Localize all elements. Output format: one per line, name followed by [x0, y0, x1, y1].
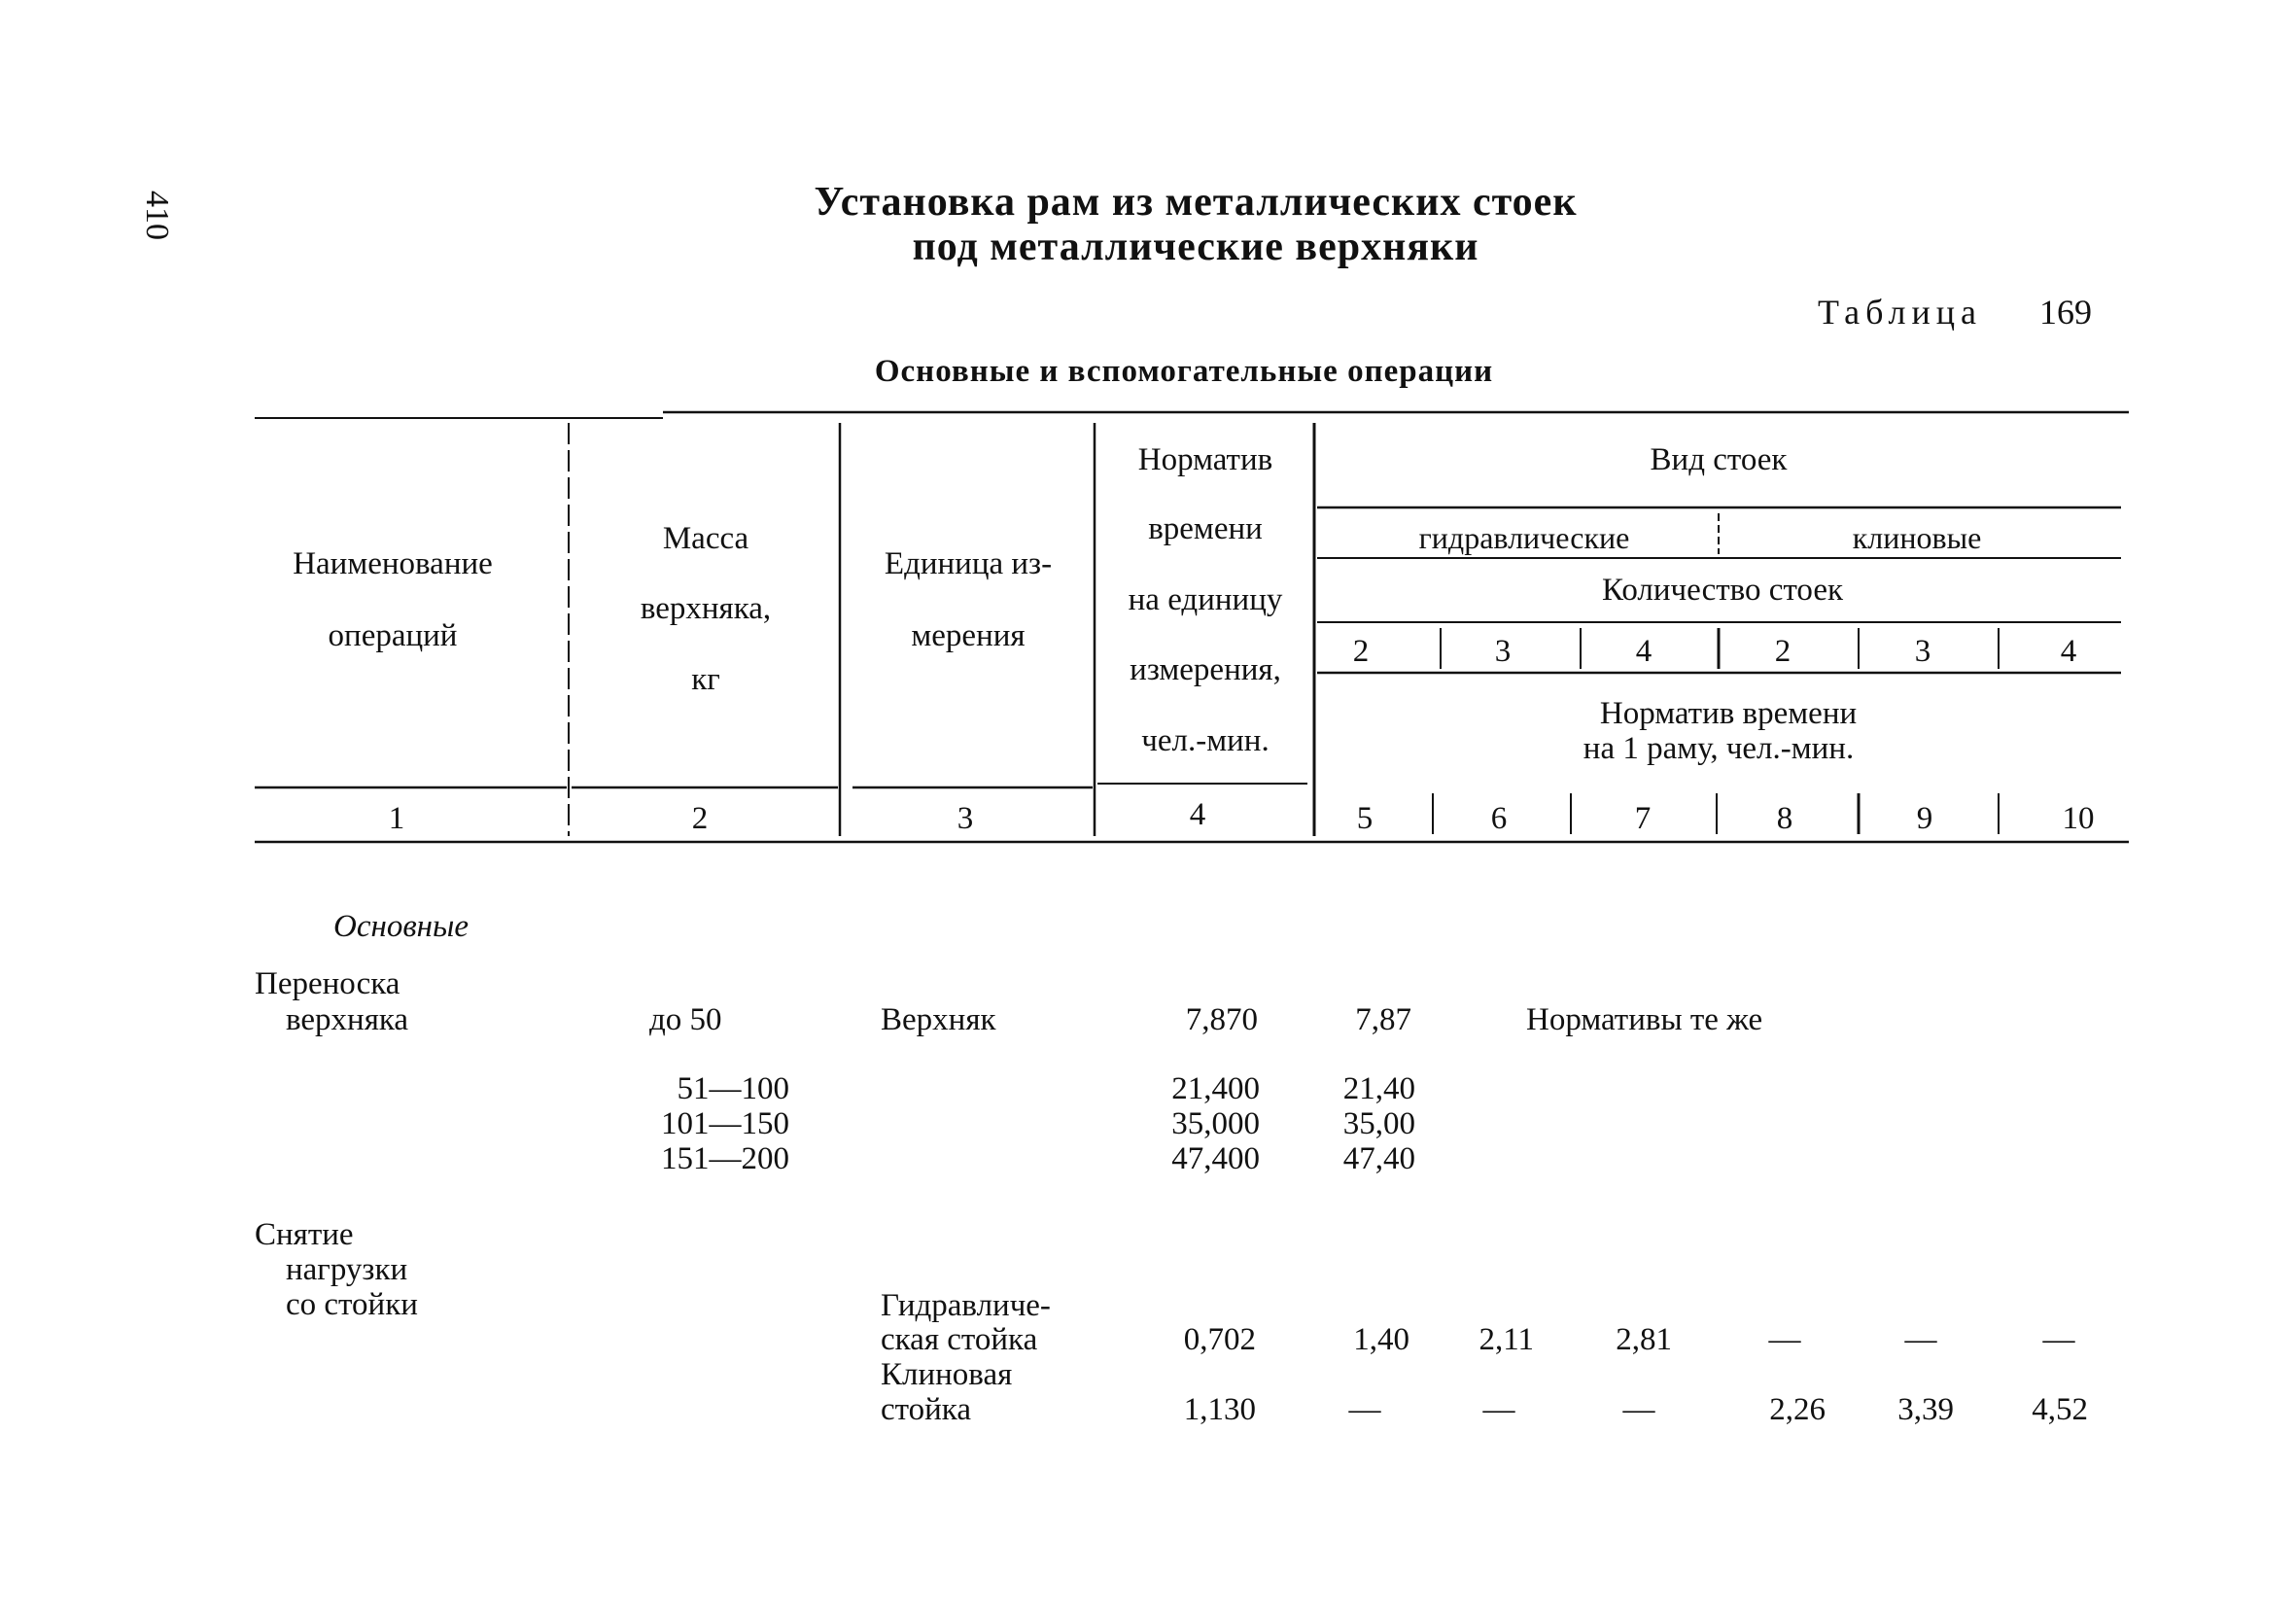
table-label: Таблица — [1818, 293, 1982, 332]
row5-col10: — — [2042, 1322, 2075, 1357]
row3-norm: 35,000 — [1171, 1106, 1260, 1141]
col-number-7: 7 — [1634, 801, 1652, 836]
row6-col9: 3,39 — [1897, 1392, 1954, 1427]
header-col4-line4: измерения, — [1130, 652, 1281, 687]
row4-norm: 47,400 — [1171, 1141, 1260, 1176]
header-col1-line1: Наименование — [293, 546, 493, 581]
row5-norm: 0,702 — [1183, 1322, 1256, 1357]
row5-col6: 2,11 — [1478, 1322, 1534, 1357]
row6-col7: — — [1622, 1392, 1655, 1427]
header-col4-line5: чел.-мин. — [1141, 723, 1270, 758]
row1-name-line2: верхняка — [286, 1002, 409, 1037]
row2-norm: 21,400 — [1171, 1071, 1260, 1106]
row6-col10: 4,52 — [2032, 1392, 2088, 1427]
row6-col6: — — [1482, 1392, 1515, 1427]
title-line-2: под металлические верхняки — [912, 225, 1479, 269]
header-col4-line3: на единицу — [1128, 582, 1283, 617]
row1-name-line1: Переноска — [255, 966, 400, 1001]
row5-col9: — — [1904, 1322, 1937, 1357]
row5-name-line2: нагрузки — [286, 1252, 408, 1287]
row1-col5: 7,87 — [1355, 1002, 1411, 1037]
col-number-6: 6 — [1490, 801, 1508, 836]
col-number-3: 3 — [957, 801, 974, 836]
row6-col5: — — [1348, 1392, 1381, 1427]
header-hydraulic: гидравлические — [1418, 520, 1630, 555]
header-wedge: клиновые — [1852, 520, 1982, 555]
col-number-4: 4 — [1189, 797, 1206, 832]
row5-name-line3: со стойки — [286, 1287, 418, 1322]
row5-name-line1: Снятие — [255, 1217, 354, 1252]
row1-mass: до 50 — [649, 1002, 722, 1037]
col-number-8: 8 — [1776, 801, 1793, 836]
col-number-9: 9 — [1916, 801, 1933, 836]
header-kolichestvo: Количество стоек — [1601, 573, 1844, 608]
section-main: Основные — [333, 909, 470, 944]
header-norm-line2: на 1 раму, чел.-мин. — [1583, 731, 1855, 766]
table-number: 169 — [2039, 293, 2092, 332]
row1-note: Нормативы те же — [1526, 1002, 1763, 1037]
header-count-3: 4 — [1635, 634, 1652, 669]
row1-unit: Верхняк — [881, 1002, 996, 1037]
header-col2-line2: верхняка, — [640, 591, 772, 626]
row2-mass: 51—100 — [677, 1071, 789, 1106]
row5-col7: 2,81 — [1616, 1322, 1672, 1357]
row5-col5: 1,40 — [1353, 1322, 1409, 1357]
col-number-10: 10 — [2062, 801, 2095, 836]
row6-norm: 1,130 — [1183, 1392, 1256, 1427]
header-count-2: 3 — [1494, 634, 1512, 669]
header-norm-line1: Норматив времени — [1599, 696, 1858, 731]
header-count-1: 2 — [1352, 634, 1370, 669]
header-col4-line1: Норматив — [1137, 442, 1273, 477]
header-col2-line3: кг — [691, 662, 720, 697]
header-col3-line1: Единица из- — [884, 546, 1053, 581]
row1-norm: 7,870 — [1185, 1002, 1258, 1037]
header-col4-line2: времени — [1148, 511, 1263, 546]
header-vid-stoek: Вид стоек — [1650, 442, 1788, 477]
header-col2-line1: Масса — [662, 521, 749, 556]
header-count-6: 4 — [2060, 634, 2077, 669]
header-col3-line2: мерения — [911, 618, 1026, 653]
table-subtitle: Основные и вспомогательные операции — [874, 354, 1494, 389]
col-number-5: 5 — [1356, 801, 1374, 836]
row4-mass: 151—200 — [661, 1141, 789, 1176]
row4-col5: 47,40 — [1342, 1141, 1415, 1176]
title-line-1: Установка рам из металлических стоек — [814, 180, 1578, 225]
row6-unit-line2: стойка — [881, 1392, 971, 1427]
row3-col5: 35,00 — [1342, 1106, 1415, 1141]
row5-unit-line1: Гидравличе- — [881, 1288, 1051, 1323]
row6-col8: 2,26 — [1769, 1392, 1826, 1427]
row5-unit-line2: ская стойка — [881, 1322, 1038, 1357]
col-number-2: 2 — [691, 801, 709, 836]
page-number: 410 — [139, 191, 175, 240]
header-count-5: 3 — [1914, 634, 1931, 669]
row6-unit-line1: Клиновая — [881, 1357, 1013, 1392]
row3-mass: 101—150 — [661, 1106, 789, 1141]
header-col1-line2: операций — [328, 618, 458, 653]
col-number-1: 1 — [388, 801, 405, 836]
row2-col5: 21,40 — [1342, 1071, 1415, 1106]
header-count-4: 2 — [1774, 634, 1792, 669]
row5-col8: — — [1768, 1322, 1801, 1357]
